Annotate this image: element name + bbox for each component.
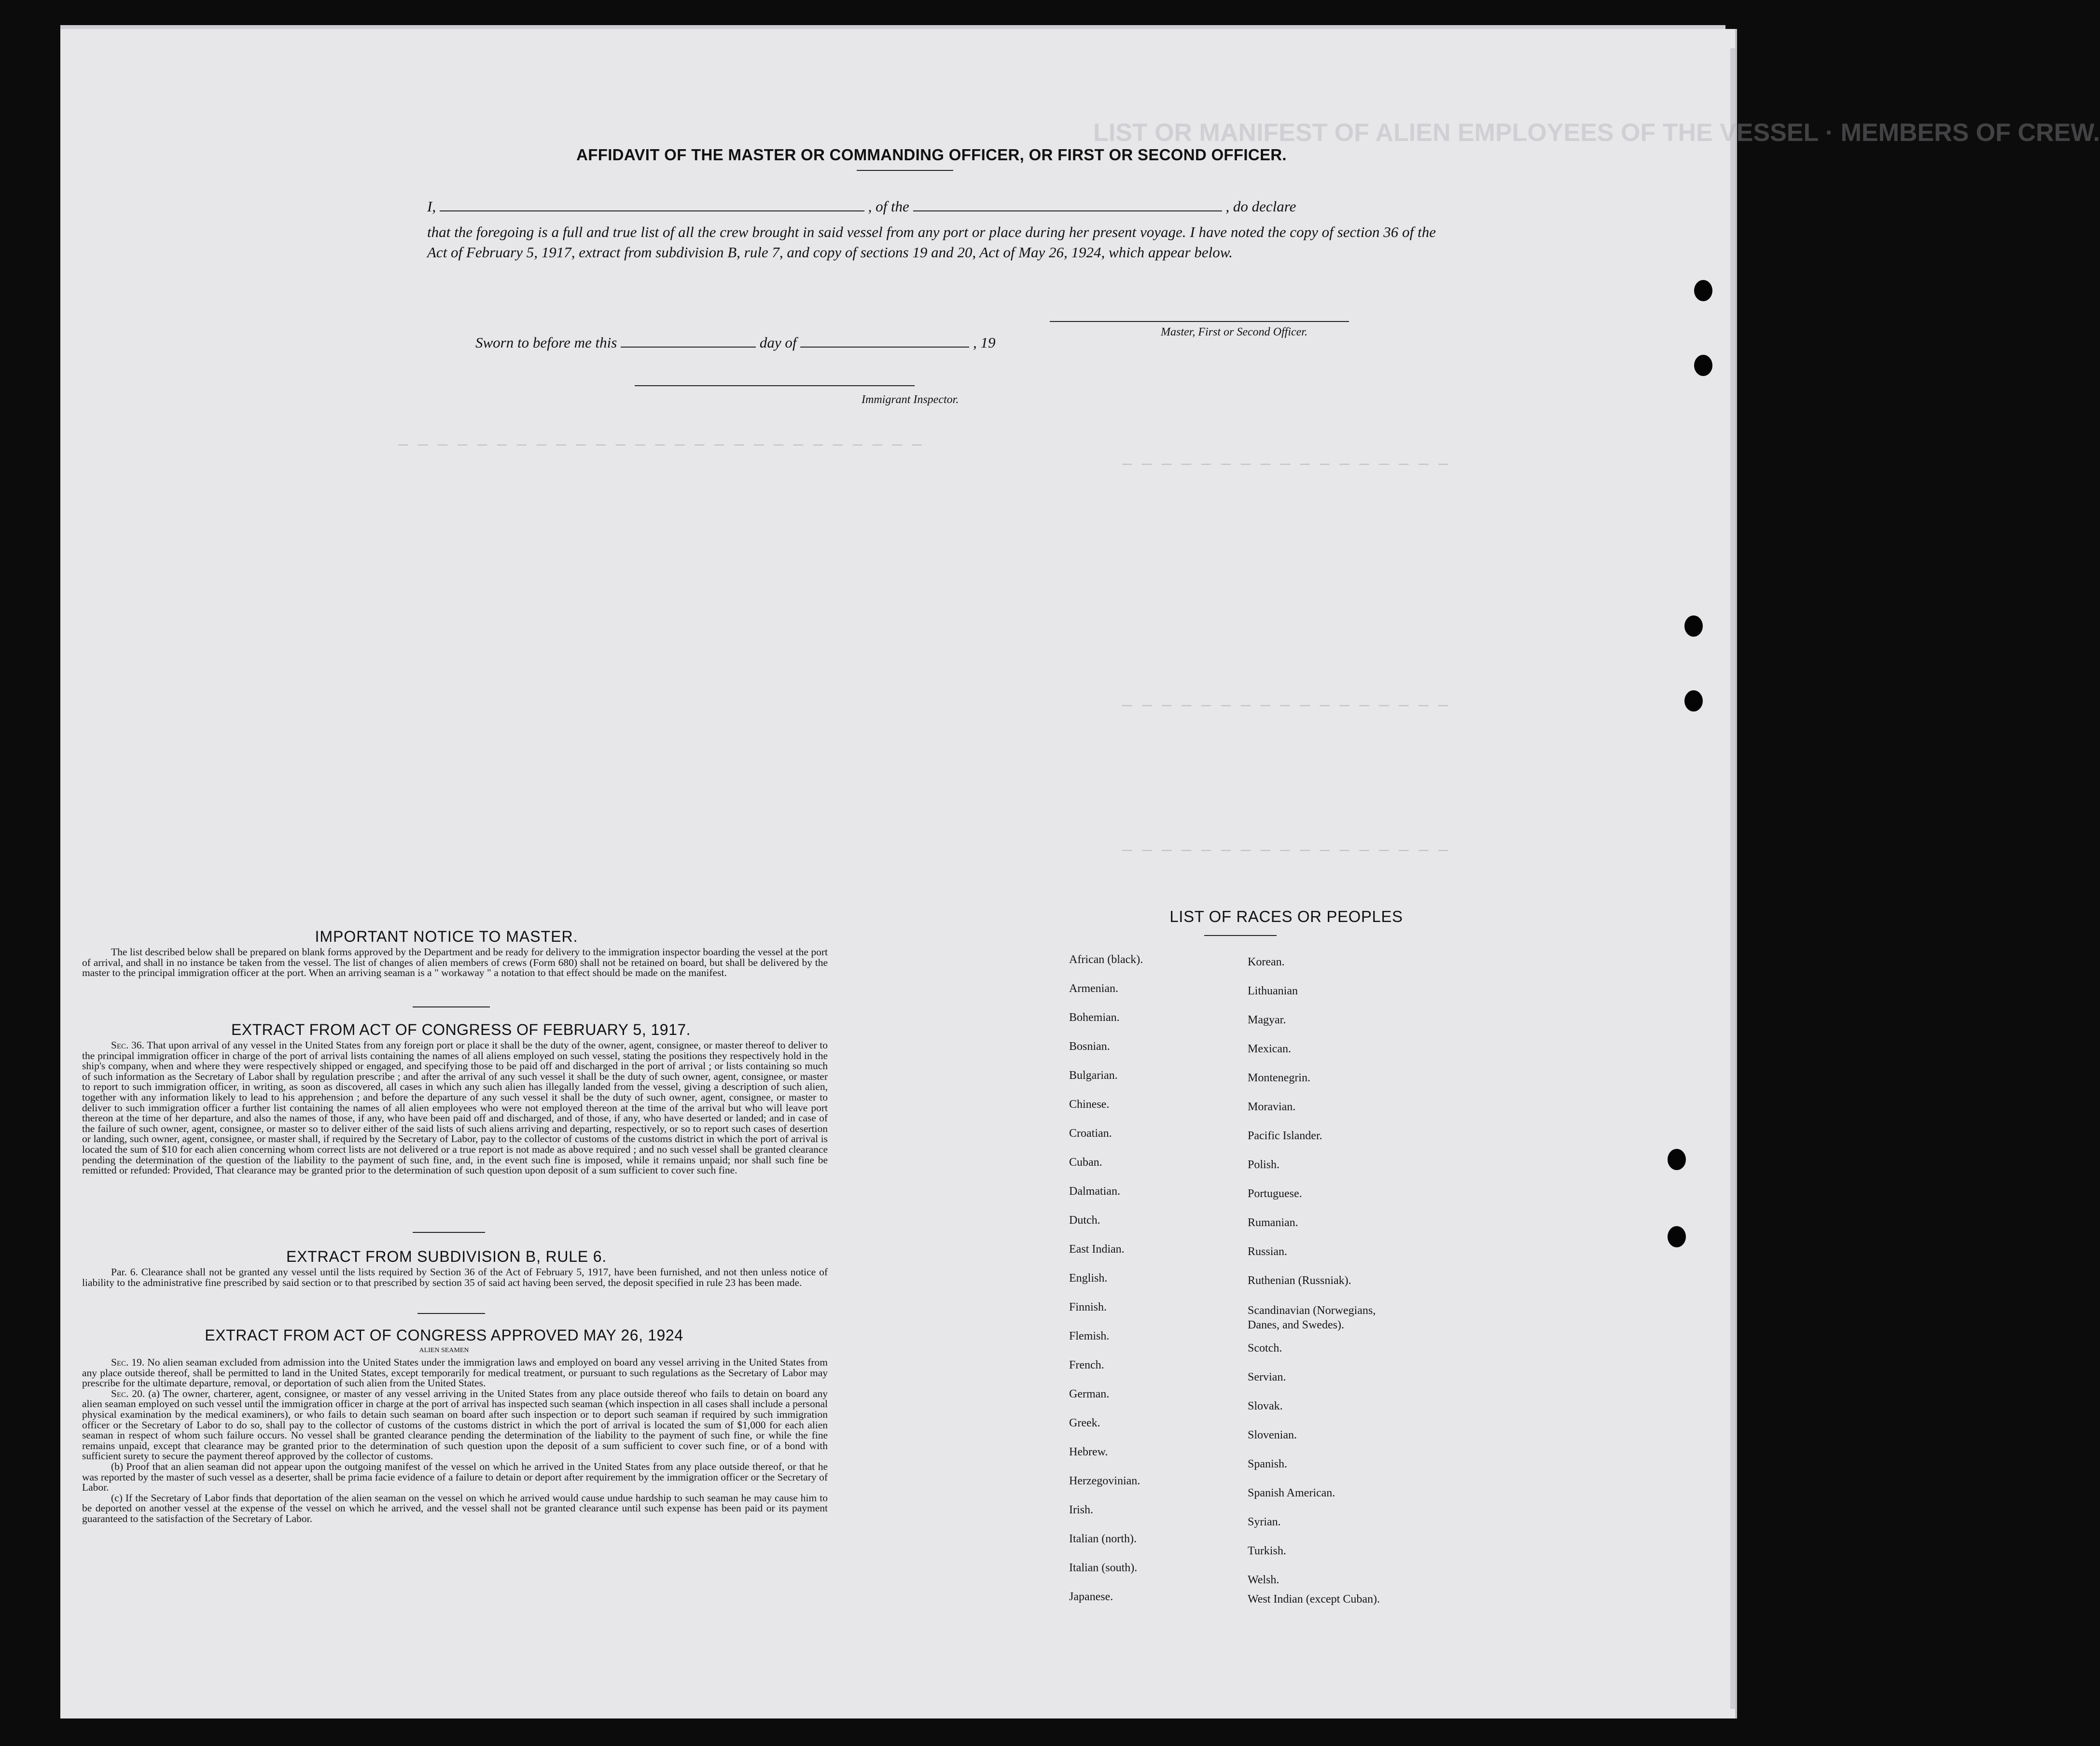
race-item: Armenian. [1069, 982, 1118, 995]
race-item: East Indian. [1069, 1243, 1125, 1256]
punch-hole [1668, 1226, 1686, 1247]
race-item: German. [1069, 1388, 1110, 1400]
extract-1924-subheading: ALIEN SEAMEN [419, 1347, 469, 1354]
bleed-through-row: — — — — — — — — — — — — — — — — — — — — — — — — — — — [398, 434, 922, 454]
punch-hole [1668, 1149, 1686, 1170]
extract-1917-heading: EXTRACT FROM ACT OF CONGRESS OF FEBRUARY 5, 1917. [231, 1021, 691, 1038]
races-rule [1204, 935, 1277, 936]
sec19-text: No alien seaman excluded from admission into the United States under the immigration laws and employed on board any vessel arriving in the United States from any place outside thereof, shall be permitted to land in the United States, except temporarily for medical treatment, or pursuant to such regulations as the Secretary of Labor may prescribe for the ultimate departure, removal, or deportation of such alien from the United States. [82, 1356, 828, 1389]
bleed-through-row: — — — — — — — — — — — — — — — — — [1122, 840, 1448, 859]
extract-1924-heading: EXTRACT FROM ACT OF CONGRESS APPROVED MAY 26, 1924 [205, 1327, 683, 1344]
race-item: West Indian (except Cuban). [1248, 1593, 1380, 1606]
punch-hole [1694, 280, 1712, 301]
document-page [60, 29, 2100, 1718]
race-item: Lithuanian [1248, 985, 1298, 997]
rule6-paragraph: Par. 6. Clearance shall not be granted any vessel until the lists required by Section 36 of the Act of February 5, 1917, have been furnished, and not then unless notice of liability to the administrative fine prescribed by said section or to that prescribed by section 35 of said act having been served, the deposit specified in rule 23 has been made. [82, 1266, 828, 1288]
sworn-year: , 19 [973, 334, 996, 351]
declarant-name-blank[interactable] [440, 210, 864, 211]
punch-hole [1694, 355, 1712, 376]
sec36-text: That upon arrival of any vessel in the United States from any foreign port or place it shall be the duty of the owner, agent, consignee, or master thereof to deliver to the principal immigration officer in charge of the port of arrival lists containing the names of all aliens employed on such vessel, stating the positions they respectively hold in the ship's company, when and where they were respectively shipped or engaged, and specifying those to be paid off and discharged in the port of arrival ; or lists containing so much of such information as the Secretary of Labor shall by regulation prescribe ; and after the arrival of any such vessel it shall be the duty of such owner, agent, consignee, or master to report to such immigration officer, in writing, as soon as discovered, all cases in which any such alien has illegally landed from the vessel, giving a description of such alien, together with any information likely to lead to his apprehension ; and before the departure of any such vessel it shall be the duty of such owner, agent, consignee, or master to deliver to such immigration officer a further list containing the names of all alien employees who were not employed thereon at the time of the arrival but who will leave port thereon at the time of her departure, and also the names of those, if any, who have been paid off and discharged, and of those, if any, who have deserted or landed; and in case of the failure of such owner, agent, consignee, or master so to deliver either of the said lists of such aliens arriving and departing, respectively, or so to report such cases of desertion or landing, such owner, agent, consignee, or master shall, if required by the Secretary of Labor, pay to the collector of customs of the customs district in which the port of arrival is located the sum of $10 for each alien concerning whom correct lists are not delivered or a true report is not made as above required ; and no such vessel shall be granted clearance pending the determination of the question of the liability to the payment of such fine, and, in the event such fine is imposed, while it remains unpaid; nor shall such fine be remitted or refunded: Provided, That clearance may be granted prior to the determination of such question upon deposit of a sum sufficient to cover such fine. [82, 1039, 828, 1176]
race-item: Moravian. [1248, 1101, 1296, 1113]
declaration-i: I, [427, 198, 436, 215]
sworn-prefix: Sworn to before me this [475, 334, 617, 351]
race-item: Polish. [1248, 1159, 1280, 1171]
race-item: Bosnian. [1069, 1040, 1110, 1053]
race-item: Chinese. [1069, 1098, 1110, 1111]
master-signature-label: Master, First or Second Officer. [1161, 326, 1307, 338]
affidavit-heading: AFFIDAVIT OF THE MASTER OR COMMANDING OFFICER, OR FIRST OR SECOND OFFICER. [576, 146, 1287, 164]
race-item: Japanese. [1069, 1591, 1113, 1603]
race-item: Servian. [1248, 1371, 1286, 1383]
race-item: Scotch. [1248, 1342, 1282, 1355]
sworn-line [475, 334, 995, 351]
sheet-edge-top [60, 25, 1725, 29]
notice-text [82, 947, 828, 978]
race-item: Dutch. [1069, 1214, 1100, 1227]
race-item: Syrian. [1248, 1516, 1281, 1528]
notice-paragraph: The list described below shall be prepared on blank forms approved by the Department and be ready for delivery to the immigration inspector boarding the vessel at the port of arrival, and shall in no instance be taken from the vessel. The list of changes of alien members of crews (Form 680) shall not be retained on board, but shall be delivered by the master to the principal immigration officer at the port. When an arriving seaman is a " workaway " a notation to that effect should be made on the manifest. [82, 946, 828, 979]
sec20-label: Sec. 20. [111, 1387, 145, 1399]
race-item: Irish. [1069, 1504, 1093, 1516]
affidavit-declaration-line [427, 198, 1436, 215]
extract-1924-text [82, 1357, 828, 1524]
race-item: Scandinavian (Norwegians, Danes, and Swedes). [1248, 1304, 1376, 1331]
race-item: Turkish. [1248, 1545, 1286, 1557]
race-item: Flemish. [1069, 1330, 1110, 1342]
rule6-text [82, 1267, 828, 1288]
race-item: Herzegovinian. [1069, 1475, 1140, 1487]
notice-heading: IMPORTANT NOTICE TO MASTER. [315, 928, 578, 945]
race-item: Spanish. [1248, 1458, 1288, 1470]
affidavit-rule [857, 170, 953, 171]
race-item: Montenegrin. [1248, 1072, 1310, 1084]
punch-hole [1684, 690, 1703, 712]
race-item: Dalmatian. [1069, 1185, 1120, 1198]
sec20a-text: (a) The owner, charterer, agent, consignee, or master of any vessel arriving in the United States from any place outside thereof who fails to detain on board any alien seaman employed on such vessel until the immigration officer in charge at the port of arrival has inspected such seaman (which inspection in all cases shall include a personal physical examination by the medical examiners), or who fails to detain such seaman on board after such inspection or to deport such seaman if required by such immigration officer or the Secretary of Labor to do so, shall pay to the collector of customs of the customs district in which the port of arrival is located the sum of $1,000 for each alien seaman in respect of whom such failure occurs. No vessel shall be granted clearance pending the determination of the liability to the payment of such fine, or while the fine remains unpaid, except that clearance may be granted prior to the determination of such question upon the deposit of a sum sufficient to cover such fine, or of a bond with sufficient surety to secure the payment thereof approved by the collector of customs. [82, 1387, 828, 1462]
race-item: Mexican. [1248, 1043, 1291, 1055]
sworn-day-of: day of [759, 334, 797, 351]
rule6-heading: EXTRACT FROM SUBDIVISION B, RULE 6. [286, 1248, 607, 1265]
race-item: Magyar. [1248, 1014, 1286, 1026]
race-item: Pacific Islander. [1248, 1130, 1322, 1142]
race-item: Russian. [1248, 1245, 1288, 1258]
race-item: Greek. [1069, 1417, 1100, 1429]
punch-hole [1684, 615, 1703, 637]
declaration-of-the: , of the [868, 198, 909, 215]
race-item: Slovenian. [1248, 1429, 1297, 1441]
sec36-label: Sec. 36. [111, 1039, 144, 1051]
bleed-through-row: — — — — — — — — — — — — — — — — — [1122, 695, 1448, 714]
race-item: Bulgarian. [1069, 1069, 1118, 1082]
race-item: Croatian. [1069, 1127, 1112, 1140]
sec20b-text: (b) Proof that an alien seaman did not appear upon the outgoing manifest of the vessel on which he arrived in the United States from any place outside thereof, or that he was reported by the master of such vessel as a deserter, shall be prima facie evidence of a failure to detain or deport after requirement by the immigration officer or the Secretary of Labor. [82, 1460, 828, 1494]
inspector-label: Immigrant Inspector. [862, 393, 959, 406]
sec19-label: Sec. 19. [111, 1356, 145, 1368]
race-item: Italian (south). [1069, 1562, 1138, 1574]
sheet-edge-right [1730, 48, 1735, 1709]
race-item: Welsh. [1248, 1574, 1279, 1586]
race-item: Cuban. [1069, 1156, 1102, 1169]
extract-1917-text [82, 1040, 828, 1176]
races-heading: LIST OF RACES OR PEOPLES [1169, 908, 1403, 925]
race-item: Spanish American. [1248, 1487, 1335, 1499]
race-item: Ruthenian (Russniak). [1248, 1274, 1351, 1287]
race-item: Rumanian. [1248, 1216, 1298, 1229]
inspector-signature-line[interactable] [635, 385, 915, 386]
sworn-month-blank[interactable] [800, 347, 969, 348]
race-item: African (black). [1069, 953, 1143, 966]
bleed-through-title: LIST OR MANIFEST OF ALIEN EMPLOYEES OF THE VESSEL · MEMBERS OF CREW. [1093, 119, 2100, 147]
race-item: Finnish. [1069, 1301, 1107, 1313]
master-signature-line[interactable] [1050, 321, 1349, 322]
rule6-rule [417, 1313, 485, 1314]
sec20c-text: (c) If the Secretary of Labor finds that deportation of the alien seaman on the vessel on which he arrived would cause undue hardship to such seaman he may cause him to be deported on another vessel at the expense of the vessel on which he arrived, and the vessel shall not be granted clearance until such expense has been paid or its payment guaranteed to the satisfaction of the Secretary of Labor. [82, 1492, 828, 1524]
notice-rule [413, 1006, 490, 1007]
race-item: Hebrew. [1069, 1446, 1108, 1458]
bleed-through-row: — — — — — — — — — — — — — — — — — [1122, 454, 1448, 473]
race-item: English. [1069, 1272, 1108, 1285]
sworn-day-blank[interactable] [621, 347, 756, 348]
race-item: Portuguese. [1248, 1187, 1302, 1200]
extract-1917-rule [413, 1232, 485, 1233]
race-item: Bohemian. [1069, 1011, 1120, 1024]
race-item: Slovak. [1248, 1400, 1283, 1412]
race-item: French. [1069, 1359, 1104, 1371]
declaration-do-declare: , do declare [1225, 198, 1296, 215]
affidavit-statement: that the foregoing is a full and true list of all the crew brought in said vessel from any port or place during her present voyage. I have noted the copy of section 36 of the Act of February 5, 1917, extract from subdivision B, rule 7, and copy of sections 19 and 20, Act of May 26, 1924, which appear below. [427, 223, 1436, 261]
vessel-name-blank[interactable] [913, 210, 1222, 211]
race-item: Korean. [1248, 956, 1285, 968]
race-item: Italian (north). [1069, 1533, 1137, 1545]
